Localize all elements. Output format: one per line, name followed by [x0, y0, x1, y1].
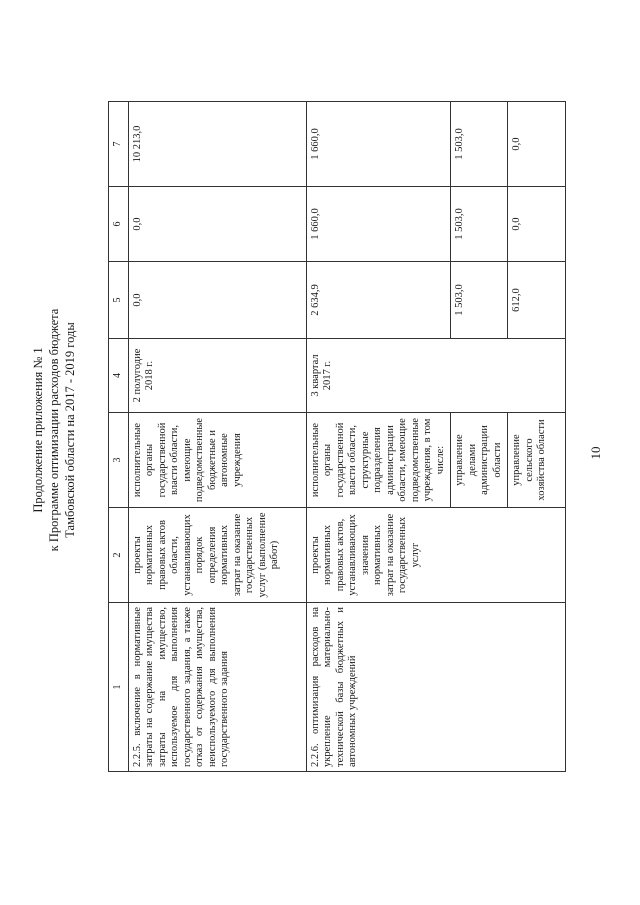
measure-document: проекты нормативных правовых актов области, устанавливающих порядок определения нормативных затрат на оказание государственных услуг (выполнение работ): [128, 508, 306, 603]
sub-executor: управление делами администрации области: [451, 413, 508, 508]
value-col7: 1 503,0: [451, 102, 508, 187]
col-number-4: 4: [109, 339, 129, 413]
col-number-6: 6: [109, 187, 129, 262]
value-col6: 0,0: [128, 187, 306, 262]
value-col6: 1 660,0: [306, 187, 451, 262]
table-row: [128, 102, 306, 772]
sub-executor: управление сельского хозяйства области: [508, 413, 566, 508]
col-number-5: 5: [109, 262, 129, 339]
value-col6: 1 503,0: [451, 187, 508, 262]
value-col7: 1 660,0: [306, 102, 451, 187]
col-number-2: 2: [109, 508, 129, 603]
column-number-row: [109, 102, 129, 772]
value-col5: 612,0: [508, 262, 566, 339]
appendix-header: [30, 260, 78, 600]
header-line-3: Тамбовской области на 2017 - 2019 годы: [63, 322, 77, 538]
measure-description: 2.2.5. включение в нормативные затраты на содержание имущества затраты на имущество, используемое для выполнения государственного задания, а также отказ от содержания имущества, неиспользуемого для выполнения государственного задания: [128, 603, 306, 772]
col-number-3: 3: [109, 413, 129, 508]
value-col5: 2 634,9: [306, 262, 451, 339]
measure-description: 2.2.6. оптимизация расходов на укрепление материально-технической базы бюджетных и автономных учреждений: [306, 603, 566, 772]
measure-executor: исполнительные органы государственной власти области, имеющие подведомственные бюджетные и автономные учреждения: [128, 413, 306, 508]
measure-term: 2 полугодие 2018 г.: [128, 339, 306, 413]
value-col7: 0,0: [508, 102, 566, 187]
col-number-1: 1: [109, 603, 129, 772]
header-line-2: к Программе оптимизации расходов бюджета: [47, 308, 61, 552]
page-number: 10: [588, 446, 603, 460]
value-col5: 0,0: [128, 262, 306, 339]
value-col6: 0,0: [508, 187, 566, 262]
table-row: [306, 102, 451, 772]
measure-document: проекты нормативных правовых актов, устанавливающих значения нормативных затрат на оказание государственных услуг: [306, 508, 566, 603]
measures-table: [108, 101, 566, 772]
value-col5: 1 503,0: [451, 262, 508, 339]
value-col7: 10 213,0: [128, 102, 306, 187]
col-number-7: 7: [109, 102, 129, 187]
measure-executor: исполнительные органы государственной власти области, структурные подразделения администрации области, имеющие подведомственные учреждения, в том числе:: [306, 413, 451, 508]
measure-term: 3 квартал 2017 г.: [306, 339, 566, 413]
header-line-1: Продолжение приложения № 1: [31, 347, 45, 513]
